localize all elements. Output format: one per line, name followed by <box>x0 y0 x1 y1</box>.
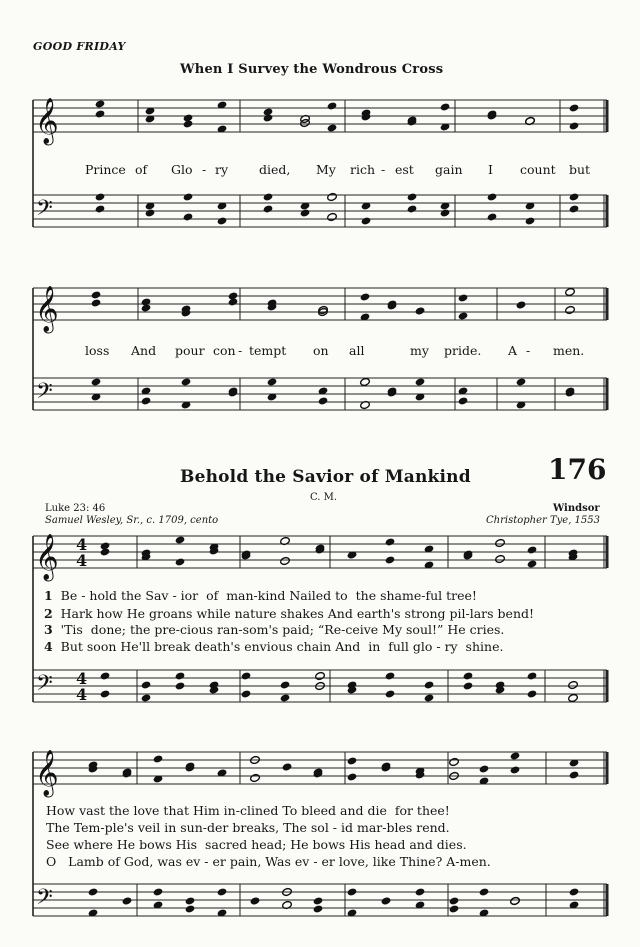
hymn-title: Behold the Savior of Mankind <box>180 467 471 487</box>
note-head <box>565 287 576 296</box>
note-head <box>313 896 324 905</box>
note-head <box>385 537 396 546</box>
note-head <box>183 212 194 221</box>
note-head <box>282 762 293 771</box>
syllable: men. <box>553 343 585 358</box>
clef-icon: 𝄞 <box>35 98 59 144</box>
syllable: tempt <box>249 343 287 358</box>
syllable: - <box>202 162 207 177</box>
syllable: but <box>569 162 591 177</box>
verse-number: 4 <box>44 639 53 654</box>
note-head <box>315 671 326 680</box>
note-head <box>449 896 460 905</box>
note-head <box>407 204 418 213</box>
verse-line: O Lamb of God, was ev - er pain, Was ev - er love, like Thine? A-men. <box>46 854 491 869</box>
note-head <box>241 671 252 680</box>
verse-line: The Tem-ple's veil in sun-der breaks, The sol - id mar-bles rend. <box>46 820 450 835</box>
note-head <box>516 300 527 309</box>
note-head <box>415 377 426 386</box>
note-head <box>217 216 228 225</box>
note-head <box>510 765 521 774</box>
note-head <box>181 377 192 386</box>
note-head <box>313 904 324 913</box>
meter: C. M. <box>310 492 338 503</box>
note-head <box>347 772 358 781</box>
verse-number: 2 <box>44 606 53 621</box>
note-head <box>527 689 538 698</box>
note-head <box>458 293 469 302</box>
note-head <box>228 297 239 306</box>
note-head <box>183 192 194 201</box>
verse-text: Be - hold the Sav - ior of man-kind Nailed to the shame-ful tree! <box>60 588 477 603</box>
note-head <box>440 208 451 217</box>
syllable: Glo <box>171 162 193 177</box>
note-head <box>100 547 111 556</box>
note-head <box>495 554 506 563</box>
note-head <box>95 204 106 213</box>
time-signature: 4 <box>76 669 88 688</box>
note-head <box>95 99 106 108</box>
note-head <box>463 671 474 680</box>
syllable: loss <box>85 343 110 358</box>
syllable: died, <box>259 162 291 177</box>
tune-name: Windsor <box>553 503 600 514</box>
note-head <box>510 751 521 760</box>
note-head <box>175 671 186 680</box>
note-head <box>347 756 358 765</box>
note-head <box>487 212 498 221</box>
note-head <box>424 680 435 689</box>
time-signature: 4 <box>76 535 88 554</box>
note-head <box>327 101 338 110</box>
note-head <box>175 557 186 566</box>
clef-icon: 𝄞 <box>35 286 59 332</box>
syllable: - <box>381 162 386 177</box>
verse-line: See where He bows His sacred head; He bows His head and dies. <box>46 837 467 852</box>
composer: Christopher Tye, 1553 <box>486 515 601 526</box>
note-head <box>458 396 469 405</box>
syllable: A <box>508 343 518 358</box>
author: Samuel Wesley, Sr., c. 1709, cento <box>45 515 219 526</box>
note-head <box>385 689 396 698</box>
syllable: est <box>395 162 414 177</box>
syllable: my <box>410 343 429 358</box>
note-head <box>327 123 338 132</box>
note-head <box>527 671 538 680</box>
note-head <box>479 764 490 773</box>
syllable: - <box>526 343 531 358</box>
note-head <box>360 377 371 386</box>
note-head <box>280 680 291 689</box>
note-head <box>495 538 506 547</box>
time-signature: 4 <box>76 685 88 704</box>
note-head <box>250 773 261 782</box>
note-head <box>141 680 152 689</box>
note-head <box>516 377 527 386</box>
note-head <box>381 896 392 905</box>
scripture-ref: Luke 23: 46 <box>45 503 106 514</box>
note-head <box>141 693 152 702</box>
note-head <box>263 192 274 201</box>
note-head <box>479 887 490 896</box>
syllable: - <box>238 343 243 358</box>
note-head <box>415 306 426 315</box>
syllable: My <box>316 162 336 177</box>
clef-icon: 𝄢 <box>36 379 53 409</box>
verse-line <box>44 606 534 621</box>
hymn-number: 176 <box>548 453 607 486</box>
note-head <box>440 102 451 111</box>
note-head <box>300 208 311 217</box>
note-head <box>122 896 133 905</box>
clef-icon: 𝄢 <box>36 196 53 226</box>
syllable: Prince <box>85 162 126 177</box>
note-head <box>153 754 164 763</box>
note-head <box>385 555 396 564</box>
note-head <box>525 216 536 225</box>
note-head <box>185 896 196 905</box>
verse-text: But soon He'll break death's envious chain And in full glo - ry shine. <box>60 639 504 654</box>
note-head <box>361 216 372 225</box>
note-head <box>88 887 99 896</box>
verse-number: 3 <box>44 622 53 637</box>
syllable: con <box>213 343 236 358</box>
syllable: all <box>349 343 365 358</box>
clef-icon: 𝄢 <box>36 671 53 701</box>
verse-text: 'Tis done; the pre-cious ran-som's paid; “Re-ceive My soul!” He cries. <box>60 622 505 637</box>
note-head <box>569 121 580 130</box>
note-head <box>527 559 538 568</box>
note-head <box>568 693 579 702</box>
clef-icon: 𝄞 <box>35 534 59 580</box>
note-head <box>91 298 102 307</box>
syllable: count <box>520 162 556 177</box>
syllable: gain <box>435 162 463 177</box>
hymn-prev-title: When I Survey the Wondrous Cross <box>180 62 444 77</box>
clef-icon: 𝄢 <box>36 885 53 915</box>
note-head <box>487 192 498 201</box>
note-head <box>449 904 460 913</box>
section-label: GOOD FRIDAY <box>33 40 126 53</box>
verse-line: How vast the love that Him in-clined To bleed and die for thee! <box>46 803 450 818</box>
note-head <box>463 681 474 690</box>
note-head <box>424 693 435 702</box>
note-head <box>95 192 106 201</box>
note-head <box>385 671 396 680</box>
note-head <box>415 887 426 896</box>
note-head <box>241 689 252 698</box>
note-head <box>510 896 521 905</box>
verse-text: Hark how He groans while nature shakes And earth's strong pil-lars bend! <box>60 606 535 621</box>
note-head <box>569 770 580 779</box>
note-head <box>280 556 291 565</box>
syllable: pour <box>175 343 205 358</box>
note-head <box>100 671 111 680</box>
syllable: I <box>488 162 493 177</box>
note-head <box>347 887 358 896</box>
note-head <box>91 290 102 299</box>
note-head <box>569 192 580 201</box>
note-head <box>267 377 278 386</box>
note-head <box>407 192 418 201</box>
clef-icon: 𝄞 <box>35 750 59 796</box>
note-head <box>527 545 538 554</box>
time-signature: 4 <box>76 551 88 570</box>
verse-line <box>44 622 504 637</box>
note-head <box>458 311 469 320</box>
note-head <box>569 887 580 896</box>
note-head <box>318 396 329 405</box>
note-head <box>280 693 291 702</box>
note-head <box>449 757 460 766</box>
syllable: of <box>135 162 148 177</box>
note-head <box>185 904 196 913</box>
note-head <box>263 204 274 213</box>
note-head <box>141 396 152 405</box>
syllable: on <box>313 343 329 358</box>
note-head <box>145 208 156 217</box>
verse-number: 1 <box>44 588 53 603</box>
note-head <box>250 896 261 905</box>
note-head <box>263 113 274 122</box>
note-head <box>175 681 186 690</box>
note-head <box>91 377 102 386</box>
note-head <box>153 887 164 896</box>
note-head <box>569 204 580 213</box>
note-head <box>327 212 338 221</box>
syllable: ry <box>215 162 229 177</box>
syllable: And <box>131 343 157 358</box>
note-head <box>183 119 194 128</box>
verse-line <box>44 588 477 603</box>
note-head <box>360 292 371 301</box>
note-head <box>569 103 580 112</box>
syllable: pride. <box>444 343 482 358</box>
note-head <box>217 887 228 896</box>
note-head <box>568 680 579 689</box>
note-head <box>327 192 338 201</box>
note-head <box>95 109 106 118</box>
note-head <box>141 303 152 312</box>
verse-line <box>44 639 503 654</box>
note-head <box>565 305 576 314</box>
syllable: rich <box>350 162 376 177</box>
note-head <box>100 689 111 698</box>
note-head <box>175 535 186 544</box>
